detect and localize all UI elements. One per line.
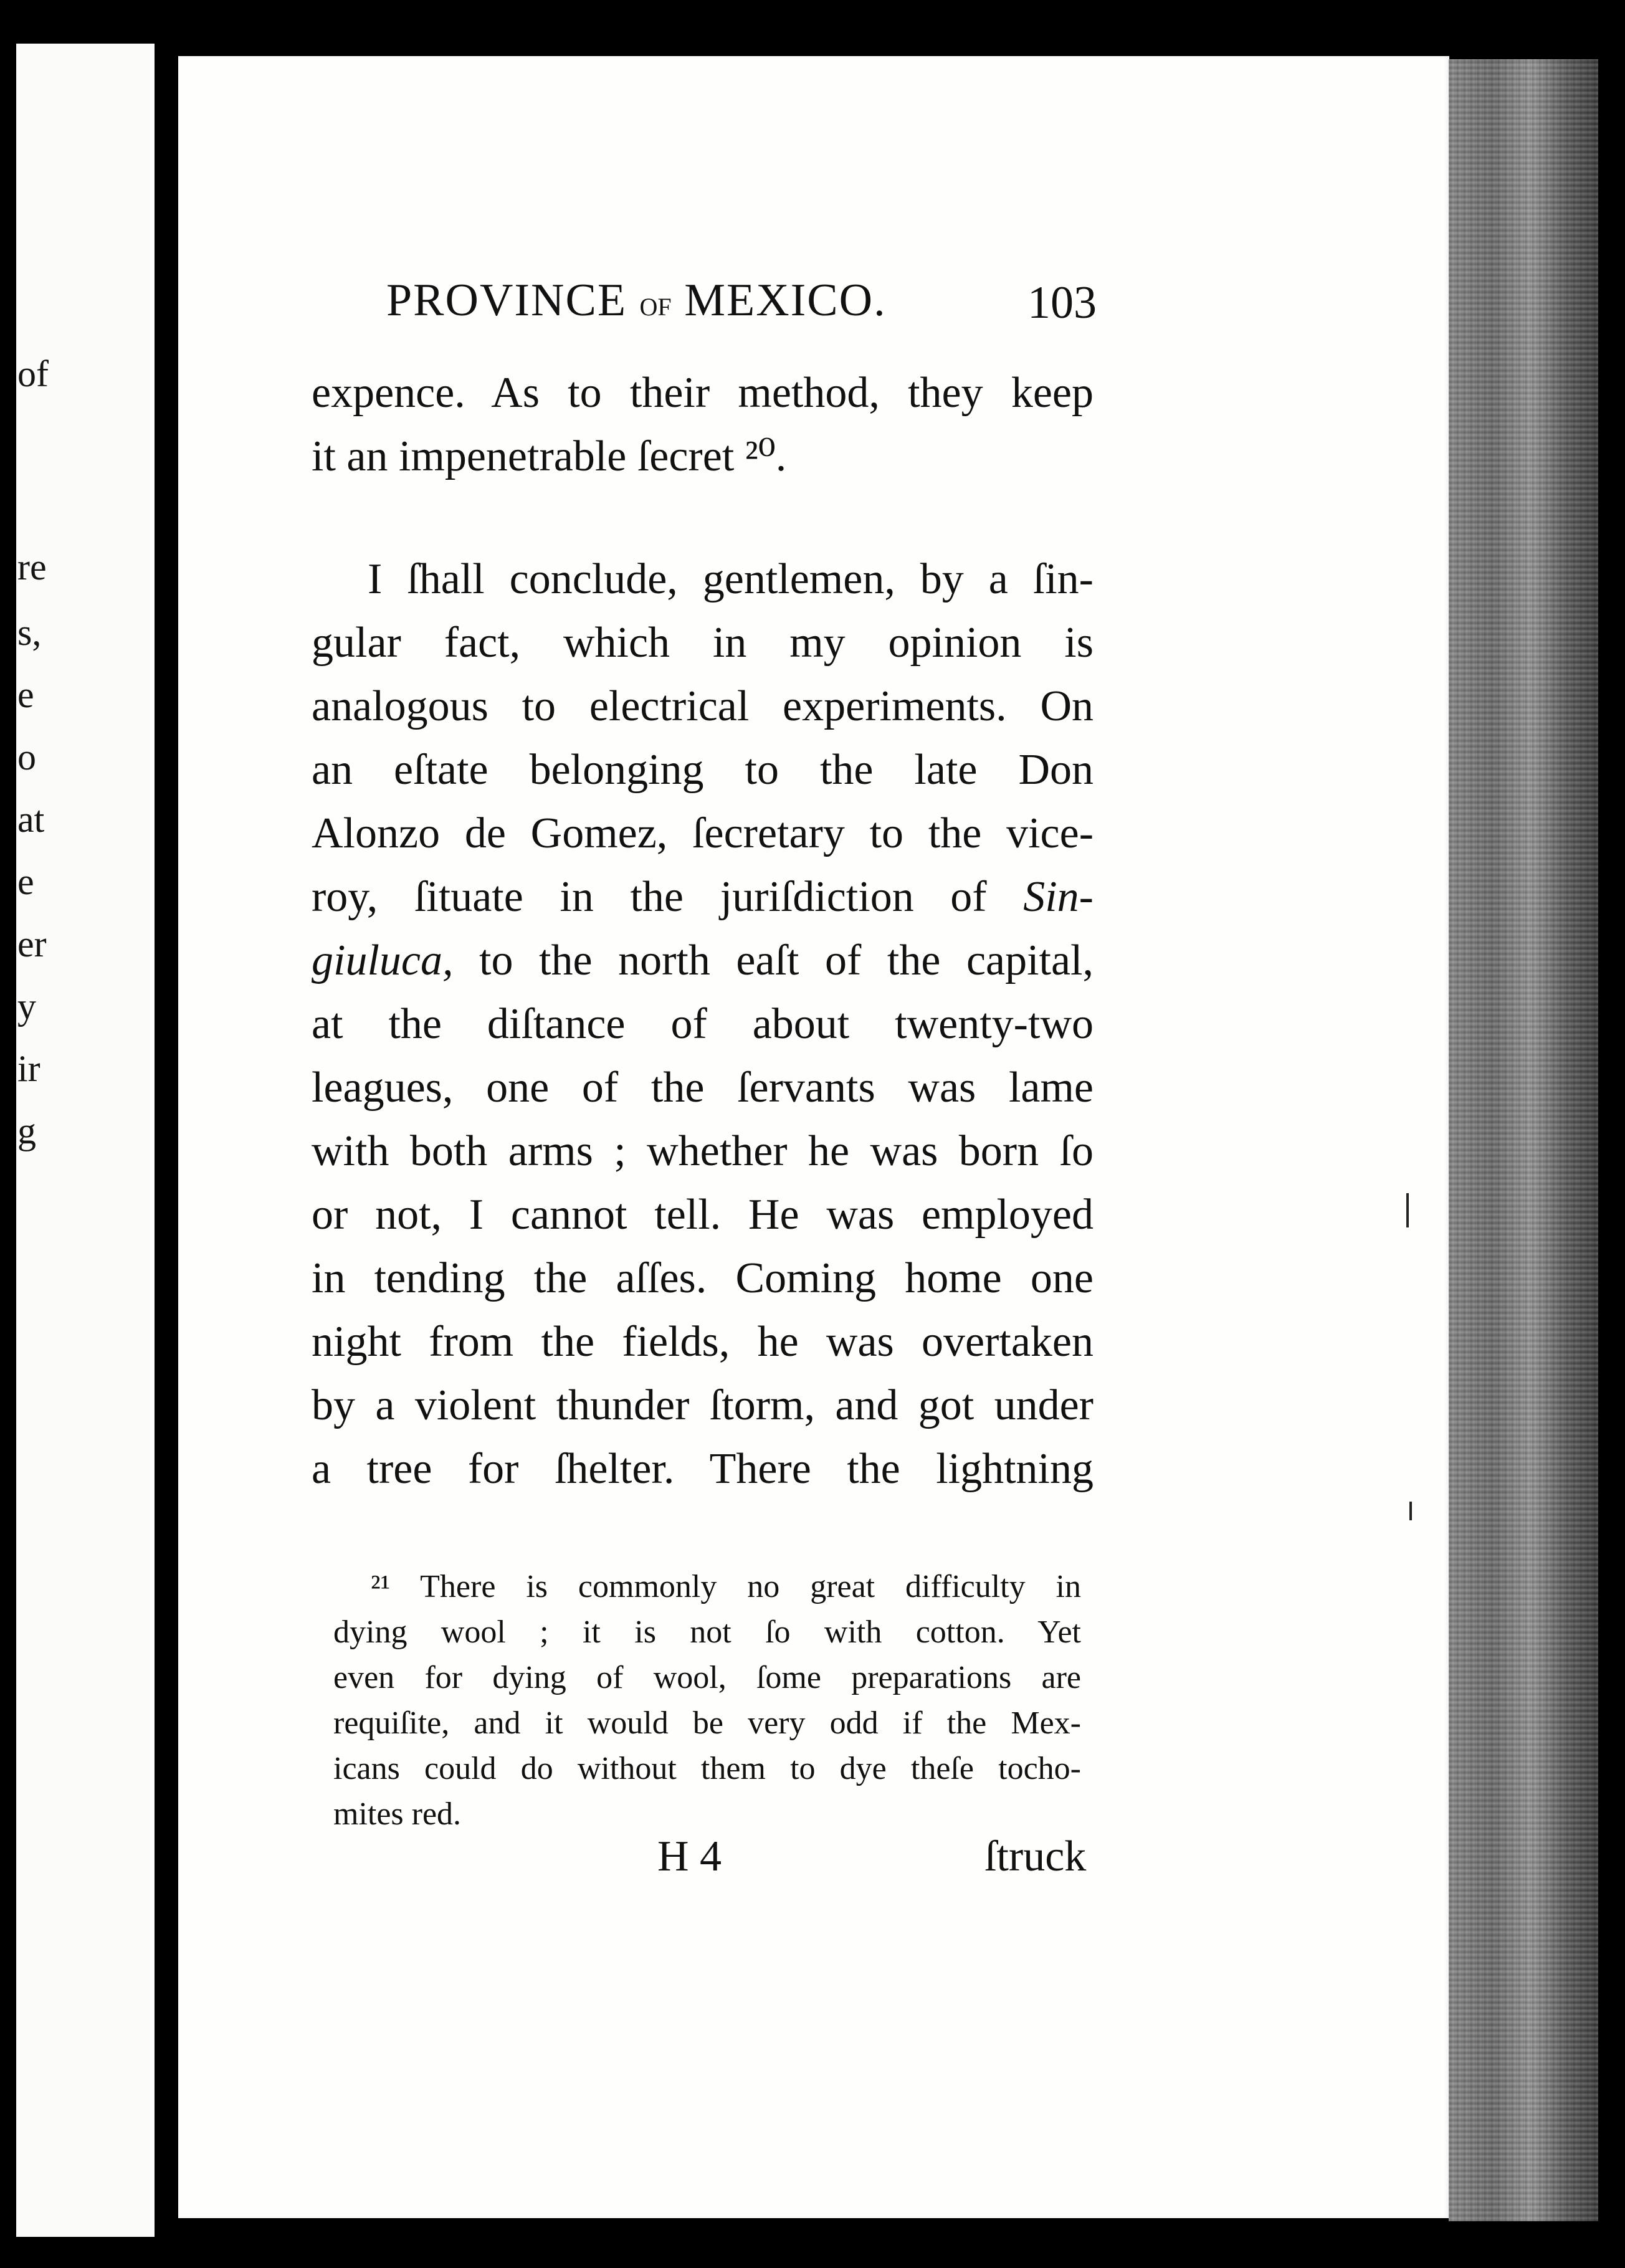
running-head xyxy=(386,274,1097,330)
facing-page-fragment: s, xyxy=(17,612,42,653)
text-line: a tree for ſhelter. There the lightning xyxy=(312,1445,1094,1493)
text-line: Alonzo de Gomez, ſecretary to the vice- xyxy=(312,809,1094,857)
italic-place-name: giuluca, xyxy=(312,936,454,984)
page-edge xyxy=(1449,59,1598,2221)
running-title-part: MEXICO. xyxy=(671,275,887,326)
scan-speck xyxy=(1409,1502,1412,1520)
text-line: I ſhall conclude, gentlemen, by a ſin- xyxy=(368,555,1094,603)
facing-page-fragment: re xyxy=(17,546,47,588)
running-title-part: PROVINCE xyxy=(386,275,640,326)
running-title-of: OF xyxy=(639,293,672,321)
text-line: roy, ſituate in the juriſdiction of Sin- xyxy=(312,873,1094,921)
body-text xyxy=(312,361,1094,1501)
facing-page-fragment: o xyxy=(17,736,36,778)
footnote-line: icans could do without them to dye theſe tocho- xyxy=(333,1751,1081,1786)
text-line: night from the fields, he was overtaken xyxy=(312,1318,1094,1366)
text-line: or not, I cannot tell. He was employed xyxy=(312,1191,1094,1239)
paragraph-gap xyxy=(312,488,1094,548)
facing-page-fragment: y xyxy=(17,986,36,1027)
footnote-line: dying wool ; it is not ſo with cotton. Yet xyxy=(333,1614,1081,1650)
text-line: giuluca, to the north eaſt of the capital, xyxy=(312,936,1094,984)
facing-page-fragment: g xyxy=(17,1110,36,1151)
italic-place-name: Sin- xyxy=(1023,873,1094,921)
text-line: it an impenetrable ſecret ²⁰. xyxy=(312,432,787,480)
facing-page-fragment: at xyxy=(17,799,45,840)
footnote-line: even for dying of wool, ſome preparations are xyxy=(333,1660,1081,1695)
running-title xyxy=(386,274,887,327)
signature-mark: H 4 xyxy=(657,1832,722,1880)
text-line: analogous to electrical experiments. On xyxy=(312,682,1094,730)
facing-page xyxy=(16,44,155,2237)
scan-speck xyxy=(1406,1193,1409,1227)
facing-page-fragment: of xyxy=(17,353,49,394)
text-line: leagues, one of the ſervants was lame xyxy=(312,1064,1094,1112)
text-line: in tending the aſſes. Coming home one xyxy=(312,1254,1094,1302)
text-line: by a violent thunder ſtorm, and got under xyxy=(312,1381,1094,1429)
text-line: gular fact, which in my opinion is xyxy=(312,619,1094,667)
facing-page-fragment: ir xyxy=(17,1048,41,1089)
catchword: ſtruck xyxy=(984,1832,1087,1880)
footnote-line: requiſite, and it would be very odd if the Mex- xyxy=(333,1705,1081,1741)
text-line: with both arms ; whether he was born ſo xyxy=(312,1127,1094,1175)
page-number: 103 xyxy=(1027,277,1097,328)
facing-page-fragment: e xyxy=(17,861,34,902)
text-line: at the diſtance of about twenty-two xyxy=(312,1000,1094,1048)
facing-page-fragment: er xyxy=(17,923,47,965)
text-line: expence. As to their method, they keep xyxy=(312,369,1094,417)
footnote-line: ²¹ There is commonly no great difficulty in xyxy=(371,1569,1081,1604)
facing-page-fragment: e xyxy=(17,674,34,715)
footnote-line: mites red. xyxy=(333,1796,462,1832)
footnote xyxy=(333,1564,1081,1837)
text-line: an eſtate belonging to the late Don xyxy=(312,746,1094,794)
